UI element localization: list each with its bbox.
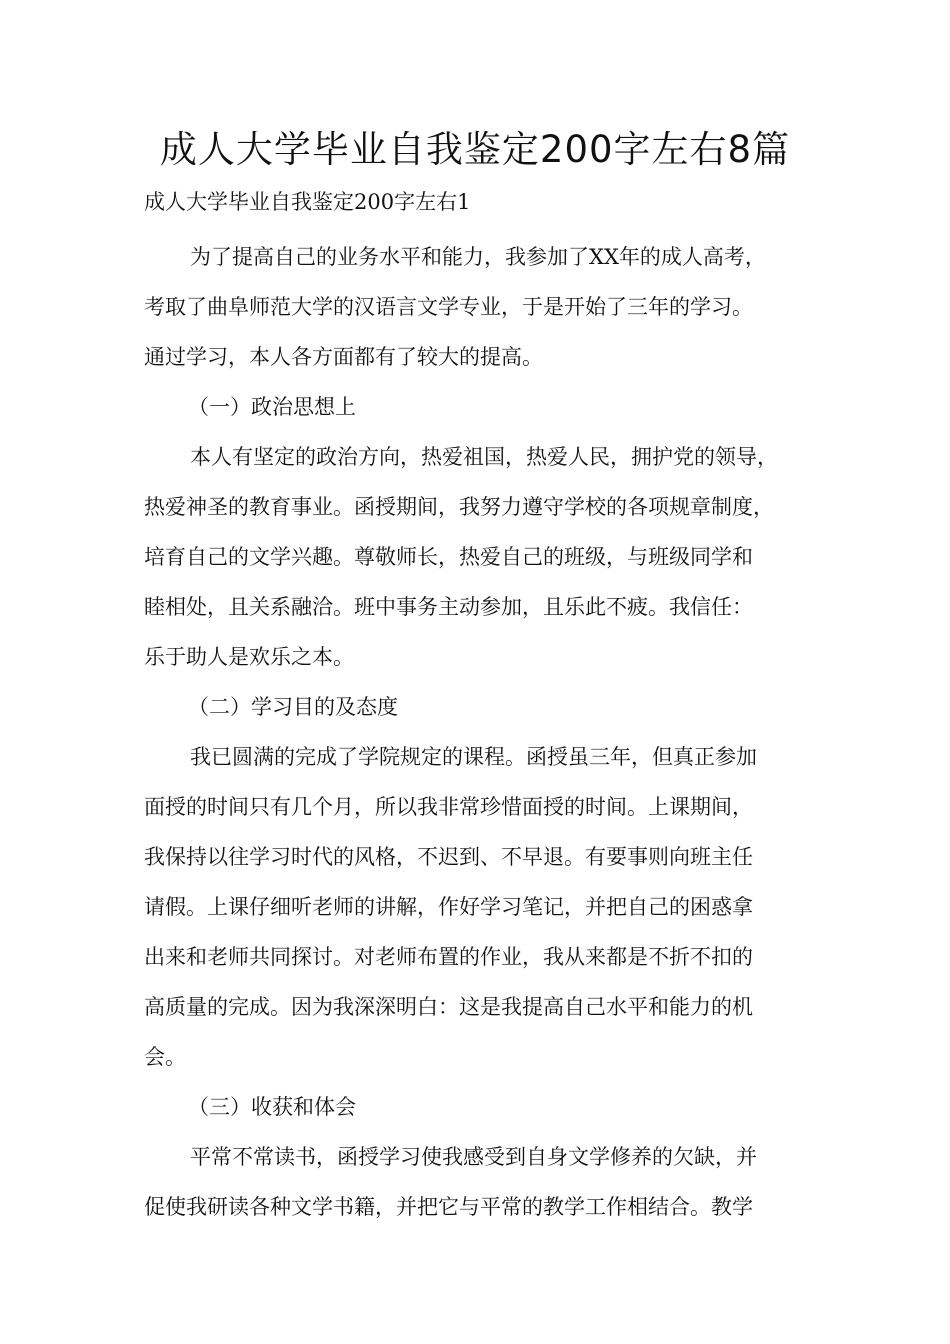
paragraph-line: 乐于助人是欢乐之本。	[144, 645, 354, 669]
section-heading: （一）政治思想上	[188, 395, 356, 419]
paragraph-line: 我保持以往学习时代的风格，不迟到、不早退。有要事则向班主任	[144, 845, 753, 869]
paragraph-line: 我已圆满的完成了学院规定的课程。函授虽三年，但真正参加	[190, 745, 757, 769]
section-heading: （三）收获和体会	[188, 1095, 356, 1119]
section-heading: （二）学习目的及态度	[188, 695, 398, 719]
paragraph-line: 考取了曲阜师范大学的汉语言文学专业，于是开始了三年的学习。	[144, 295, 753, 319]
paragraph-line: 为了提高自己的业务水平和能力，我参加了XX年的成人高考，	[190, 245, 766, 269]
paragraph-line: 睦相处，且关系融洽。班中事务主动参加，且乐此不疲。我信任：	[144, 595, 753, 619]
paragraph-line: 面授的时间只有几个月，所以我非常珍惜面授的时间。上课期间，	[144, 795, 753, 819]
paragraph-line: 平常不常读书，函授学习使我感受到自身文学修养的欠缺，并	[190, 1145, 757, 1169]
paragraph-line: 请假。上课仔细听老师的讲解，作好学习笔记，并把自己的困惑拿	[144, 895, 753, 919]
paragraph-line: 通过学习，本人各方面都有了较大的提高。	[144, 345, 543, 369]
paragraph-line: 促使我研读各种文学书籍，并把它与平常的教学工作相结合。教学	[144, 1195, 753, 1219]
paragraph-line: 会。	[144, 1045, 186, 1069]
document-title: 成人大学毕业自我鉴定200字左右8篇	[159, 128, 791, 171]
paragraph-line: 高质量的完成。因为我深深明白：这是我提高自己水平和能力的机	[144, 995, 753, 1019]
paragraph-line: 本人有坚定的政治方向，热爱祖国，热爱人民，拥护党的领导，	[190, 445, 778, 469]
paragraph-line: 培育自己的文学兴趣。尊敬师长，热爱自己的班级，与班级同学和	[144, 545, 753, 569]
paragraph-lines	[144, 232, 824, 1232]
document-body	[144, 184, 824, 1232]
paragraph-line: 出来和老师共同探讨。对老师布置的作业，我从来都是不折不扣的	[144, 945, 753, 969]
section-subtitle: 成人大学毕业自我鉴定200字左右1	[144, 190, 471, 214]
paragraph-line: 热爱神圣的教育事业。函授期间，我努力遵守学校的各项规章制度，	[144, 495, 774, 519]
